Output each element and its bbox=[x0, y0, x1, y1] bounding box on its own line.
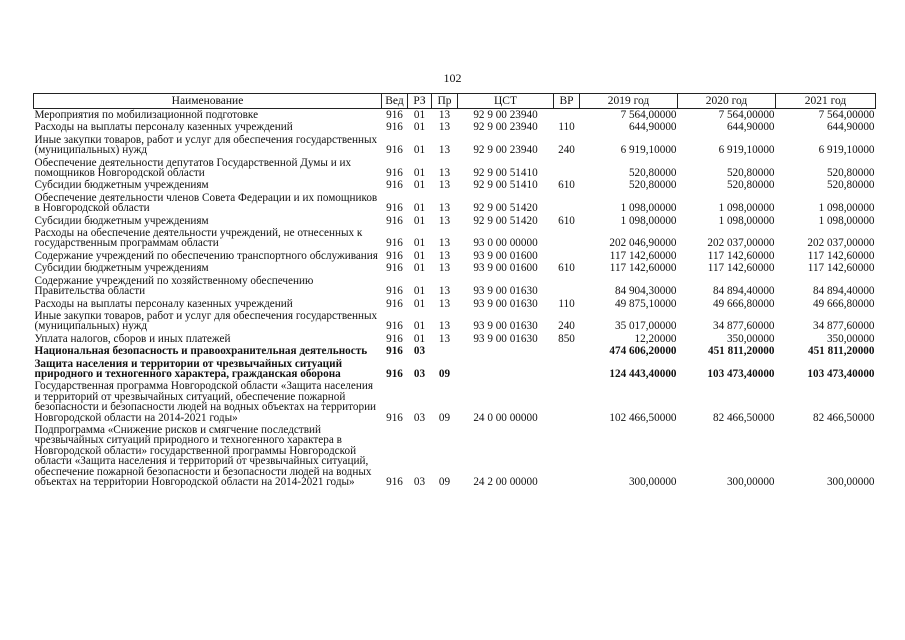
cell-cst: 93 9 00 01630 bbox=[473, 332, 538, 345]
cell-pr: 13 bbox=[438, 214, 451, 227]
cell-vr bbox=[554, 250, 580, 262]
cell-pr: 13 bbox=[438, 121, 451, 134]
cell-rz: 01 bbox=[413, 144, 426, 157]
cell-2019: 300,00000 bbox=[628, 476, 677, 488]
table-row bbox=[34, 310, 876, 333]
table-row bbox=[34, 358, 876, 381]
cell-2019: 520,80000 bbox=[628, 179, 677, 192]
cell-2019: 1 098,00000 bbox=[620, 202, 677, 215]
col-header-name: Наименование bbox=[34, 94, 382, 109]
cell-2021: 1 098,00000 bbox=[818, 214, 875, 227]
cell-vr: 610 bbox=[558, 214, 575, 227]
cell-name: Государственная программа Новгородской области «Защита населения и территорий от чрезвычайных ситуаций, обеспечение пожарной безопасности и безопасности людей на водных объектах на территории Новгородской области на 2014-2021 годы» bbox=[34, 380, 377, 424]
cell-2020: 644,90000 bbox=[726, 121, 775, 134]
cell-rz: 01 bbox=[413, 179, 426, 192]
cell-name: Расходы на обеспечение деятельности учреждений, не отнесенных к государственным программам области bbox=[34, 227, 363, 250]
cell-ved: 916 bbox=[386, 285, 403, 298]
col-header-rz: РЗ bbox=[408, 94, 432, 109]
cell-pr: 13 bbox=[438, 109, 451, 121]
cell-rz: 01 bbox=[413, 202, 426, 215]
cell-2021: 49 666,80000 bbox=[812, 297, 875, 310]
cell-cst: 92 9 00 23940 bbox=[473, 144, 538, 157]
cell-rz: 01 bbox=[413, 237, 426, 250]
cell-ved: 916 bbox=[386, 476, 403, 488]
cell-pr: 09 bbox=[438, 411, 451, 424]
cell-2021: 520,80000 bbox=[826, 167, 875, 180]
cell-2020: 202 037,00000 bbox=[707, 237, 775, 250]
cell-cst: 93 9 00 01600 bbox=[473, 262, 538, 275]
cell-pr: 13 bbox=[438, 249, 451, 262]
cell-pr: 13 bbox=[438, 237, 451, 250]
cell-ved: 916 bbox=[386, 167, 403, 180]
cell-cst: 93 9 00 01630 bbox=[473, 297, 538, 310]
cell-2019: 117 142,60000 bbox=[609, 249, 677, 262]
col-header-pr: Пр bbox=[432, 94, 458, 109]
cell-rz: 03 bbox=[413, 476, 426, 488]
cell-2020: 117 142,60000 bbox=[707, 262, 775, 275]
cell-name: Защита населения и территории от чрезвычайных ситуаций природного и техногенного характера, гражданская оборона bbox=[34, 357, 343, 380]
cell-rz: 01 bbox=[413, 121, 426, 134]
cell-name: Обеспечение деятельности членов Совета Федерации и их помощников в Новгородской области bbox=[34, 191, 378, 215]
cell-2019: 102 466,50000 bbox=[609, 411, 677, 424]
col-header-2019: 2019 год bbox=[580, 94, 678, 109]
table-row bbox=[34, 215, 876, 227]
cell-ved: 916 bbox=[386, 411, 403, 424]
cell-2020: 520,80000 bbox=[726, 179, 775, 192]
cell-name: Обеспечение деятельности депутатов Государственной Думы и их помощников Новгородской области bbox=[34, 156, 352, 180]
table-row bbox=[34, 192, 876, 215]
cell-2021: 117 142,60000 bbox=[807, 249, 875, 262]
cell-2020: 84 894,40000 bbox=[712, 285, 775, 298]
table-row bbox=[34, 333, 876, 345]
cell-vr: 610 bbox=[558, 262, 575, 275]
cell-rz: 01 bbox=[413, 262, 426, 275]
cell-2021: 82 466,50000 bbox=[812, 411, 875, 424]
cell-cst: 92 9 00 51420 bbox=[473, 202, 538, 215]
cell-ved: 916 bbox=[386, 121, 403, 134]
cell-name: Иные закупки товаров, работ и услуг для обеспечения государственных (муниципальных) нужд bbox=[34, 309, 378, 333]
cell-rz: 01 bbox=[413, 214, 426, 227]
cell-cst: 93 9 00 01600 bbox=[473, 249, 538, 262]
cell-2021: 644,90000 bbox=[826, 121, 875, 134]
table-row bbox=[34, 250, 876, 262]
cell-pr: 09 bbox=[438, 476, 451, 488]
cell-vr bbox=[554, 345, 580, 357]
cell-ved: 916 bbox=[386, 297, 403, 310]
cell-pr: 13 bbox=[438, 297, 451, 310]
cell-2019: 6 919,10000 bbox=[620, 144, 677, 157]
cell-name: Расходы на выплаты персоналу казенных учреждений bbox=[34, 121, 293, 134]
cell-pr: 13 bbox=[438, 320, 451, 333]
cell-vr bbox=[554, 157, 580, 180]
cell-vr bbox=[554, 380, 580, 424]
cell-2020: 7 564,00000 bbox=[718, 109, 775, 121]
cell-2021: 1 098,00000 bbox=[818, 202, 875, 215]
table-row bbox=[34, 275, 876, 298]
col-header-vr: ВР bbox=[554, 94, 580, 109]
cell-cst: 93 0 00 00000 bbox=[473, 237, 538, 250]
cell-cst: 92 9 00 51410 bbox=[473, 167, 538, 180]
cell-rz: 03 bbox=[413, 411, 426, 424]
cell-ved: 916 bbox=[386, 144, 403, 157]
cell-ved: 916 bbox=[386, 320, 403, 333]
cell-name: Содержание учреждений по обеспечению транспортного обслуживания bbox=[34, 249, 378, 262]
cell-cst: 93 9 00 01630 bbox=[473, 285, 538, 298]
cell-2019: 49 875,10000 bbox=[614, 297, 677, 310]
cell-2020: 1 098,00000 bbox=[718, 214, 775, 227]
cell-2020: 6 919,10000 bbox=[718, 144, 775, 157]
cell-2019: 1 098,00000 bbox=[620, 214, 677, 227]
cell-ved: 916 bbox=[386, 249, 403, 262]
page-number: 102 bbox=[443, 71, 462, 85]
cell-pr: 13 bbox=[438, 332, 451, 345]
cell-rz: 01 bbox=[413, 320, 426, 333]
cell-vr: 110 bbox=[558, 121, 575, 134]
cell-rz: 01 bbox=[413, 297, 426, 310]
cell-name: Подпрограмма «Снижение рисков и смягчение последствий чрезвычайных ситуаций природного и техногенного характера в Новгородской области» государственной программы Новгородской области «Защита населения и территорий от чрезвычайных ситуаций, обеспечение пожарной безопасности и безопасности людей на водных объектах на территории Новгородской области на 2014-2021 годы» bbox=[34, 423, 372, 488]
cell-ved: 916 bbox=[386, 109, 403, 121]
cell-2020: 300,00000 bbox=[726, 476, 775, 488]
table-row bbox=[34, 109, 876, 122]
cell-2019: 124 443,40000 bbox=[609, 367, 677, 380]
cell-2021: 103 473,40000 bbox=[807, 367, 875, 380]
cell-2019: 474 606,20000 bbox=[609, 345, 677, 358]
table-row bbox=[34, 345, 876, 357]
cell-pr bbox=[432, 345, 458, 357]
cell-rz: 01 bbox=[413, 167, 426, 180]
cell-2020: 520,80000 bbox=[726, 167, 775, 180]
cell-pr: 13 bbox=[438, 262, 451, 275]
cell-name: Содержание учреждений по хозяйственному обеспечению Правительства области bbox=[34, 274, 314, 298]
cell-name: Национальная безопасность и правоохранительная деятельность bbox=[34, 345, 368, 358]
cell-cst bbox=[458, 358, 554, 381]
cell-rz: 01 bbox=[413, 249, 426, 262]
cell-rz: 03 bbox=[413, 367, 426, 380]
cell-ved: 916 bbox=[386, 237, 403, 250]
cell-2021: 34 877,60000 bbox=[812, 320, 875, 333]
cell-cst: 92 9 00 23940 bbox=[473, 121, 538, 134]
cell-cst bbox=[458, 345, 554, 357]
cell-2021: 202 037,00000 bbox=[807, 237, 875, 250]
table-row bbox=[34, 134, 876, 157]
cell-2020: 49 666,80000 bbox=[712, 297, 775, 310]
cell-vr bbox=[554, 358, 580, 381]
table-row bbox=[34, 179, 876, 191]
col-header-2020: 2020 год bbox=[678, 94, 776, 109]
col-header-ved: Вед bbox=[382, 94, 408, 109]
cell-ved: 916 bbox=[386, 202, 403, 215]
cell-2021: 451 811,20000 bbox=[807, 345, 875, 358]
cell-pr: 09 bbox=[438, 367, 451, 380]
table-row bbox=[34, 424, 876, 488]
cell-rz: 01 bbox=[413, 332, 426, 345]
cell-vr: 240 bbox=[558, 320, 575, 333]
cell-vr bbox=[554, 424, 580, 488]
cell-cst: 92 9 00 23940 bbox=[473, 109, 538, 121]
cell-name: Субсидии бюджетным учреждениям bbox=[34, 214, 209, 227]
cell-name: Субсидии бюджетным учреждениям bbox=[34, 262, 209, 275]
cell-cst: 92 9 00 51410 bbox=[473, 179, 538, 192]
cell-2019: 520,80000 bbox=[628, 167, 677, 180]
cell-2019: 644,90000 bbox=[628, 121, 677, 134]
cell-2021: 117 142,60000 bbox=[807, 262, 875, 275]
cell-vr: 110 bbox=[558, 297, 575, 310]
table-row bbox=[34, 157, 876, 180]
cell-2021: 520,80000 bbox=[826, 179, 875, 192]
cell-pr: 13 bbox=[438, 179, 451, 192]
cell-vr bbox=[554, 192, 580, 215]
col-header-2021: 2021 год bbox=[776, 94, 876, 109]
cell-vr bbox=[554, 227, 580, 250]
cell-2020: 350,00000 bbox=[726, 332, 775, 345]
cell-ved: 916 bbox=[386, 367, 403, 380]
cell-2021: 300,00000 bbox=[826, 476, 875, 488]
cell-cst: 24 2 00 00000 bbox=[473, 476, 538, 488]
cell-cst: 93 9 00 01630 bbox=[473, 320, 538, 333]
cell-ved: 916 bbox=[386, 262, 403, 275]
cell-rz: 01 bbox=[413, 109, 426, 121]
cell-2021: 6 919,10000 bbox=[818, 144, 875, 157]
cell-vr: 850 bbox=[558, 332, 575, 345]
cell-pr: 13 bbox=[438, 202, 451, 215]
cell-2019: 7 564,00000 bbox=[620, 109, 677, 121]
cell-vr bbox=[554, 275, 580, 298]
cell-ved: 916 bbox=[386, 179, 403, 192]
cell-2020: 117 142,60000 bbox=[707, 249, 775, 262]
cell-2020: 1 098,00000 bbox=[718, 202, 775, 215]
col-header-cst: ЦСТ bbox=[458, 94, 554, 109]
cell-vr bbox=[554, 109, 580, 122]
cell-name: Иные закупки товаров, работ и услуг для обеспечения государственных (муниципальных) нужд bbox=[34, 133, 378, 157]
cell-rz: 01 bbox=[413, 285, 426, 298]
cell-pr: 13 bbox=[438, 285, 451, 298]
cell-2021: 350,00000 bbox=[826, 332, 875, 345]
cell-2019: 202 046,90000 bbox=[609, 237, 677, 250]
cell-2020: 103 473,40000 bbox=[707, 367, 775, 380]
cell-2020: 34 877,60000 bbox=[712, 320, 775, 333]
cell-rz: 03 bbox=[413, 345, 426, 358]
cell-2021: 7 564,00000 bbox=[818, 109, 875, 121]
cell-name: Уплата налогов, сборов и иных платежей bbox=[34, 332, 231, 345]
cell-ved: 916 bbox=[386, 345, 403, 358]
table-row bbox=[34, 298, 876, 310]
cell-vr: 240 bbox=[558, 144, 575, 157]
table-header-row bbox=[34, 94, 876, 109]
cell-2020: 82 466,50000 bbox=[712, 411, 775, 424]
cell-2019: 35 017,00000 bbox=[614, 320, 677, 333]
cell-2019: 12,20000 bbox=[634, 332, 677, 345]
cell-cst: 92 9 00 51420 bbox=[473, 214, 538, 227]
cell-pr: 13 bbox=[438, 144, 451, 157]
cell-2019: 84 904,30000 bbox=[614, 285, 677, 298]
cell-ved: 916 bbox=[386, 214, 403, 227]
cell-2021: 84 894,40000 bbox=[812, 285, 875, 298]
cell-name: Расходы на выплаты персоналу казенных учреждений bbox=[34, 297, 293, 310]
cell-vr: 610 bbox=[558, 179, 575, 192]
table-row bbox=[34, 262, 876, 274]
budget-table bbox=[33, 93, 876, 488]
cell-name: Субсидии бюджетным учреждениям bbox=[34, 179, 209, 192]
cell-2020: 451 811,20000 bbox=[707, 345, 775, 358]
cell-2019: 117 142,60000 bbox=[609, 262, 677, 275]
cell-ved: 916 bbox=[386, 332, 403, 345]
cell-pr: 13 bbox=[438, 167, 451, 180]
cell-name: Мероприятия по мобилизационной подготовке bbox=[34, 109, 259, 121]
cell-cst: 24 0 00 00000 bbox=[473, 411, 538, 424]
table-row bbox=[34, 227, 876, 250]
table-row bbox=[34, 380, 876, 424]
table-row bbox=[34, 121, 876, 133]
